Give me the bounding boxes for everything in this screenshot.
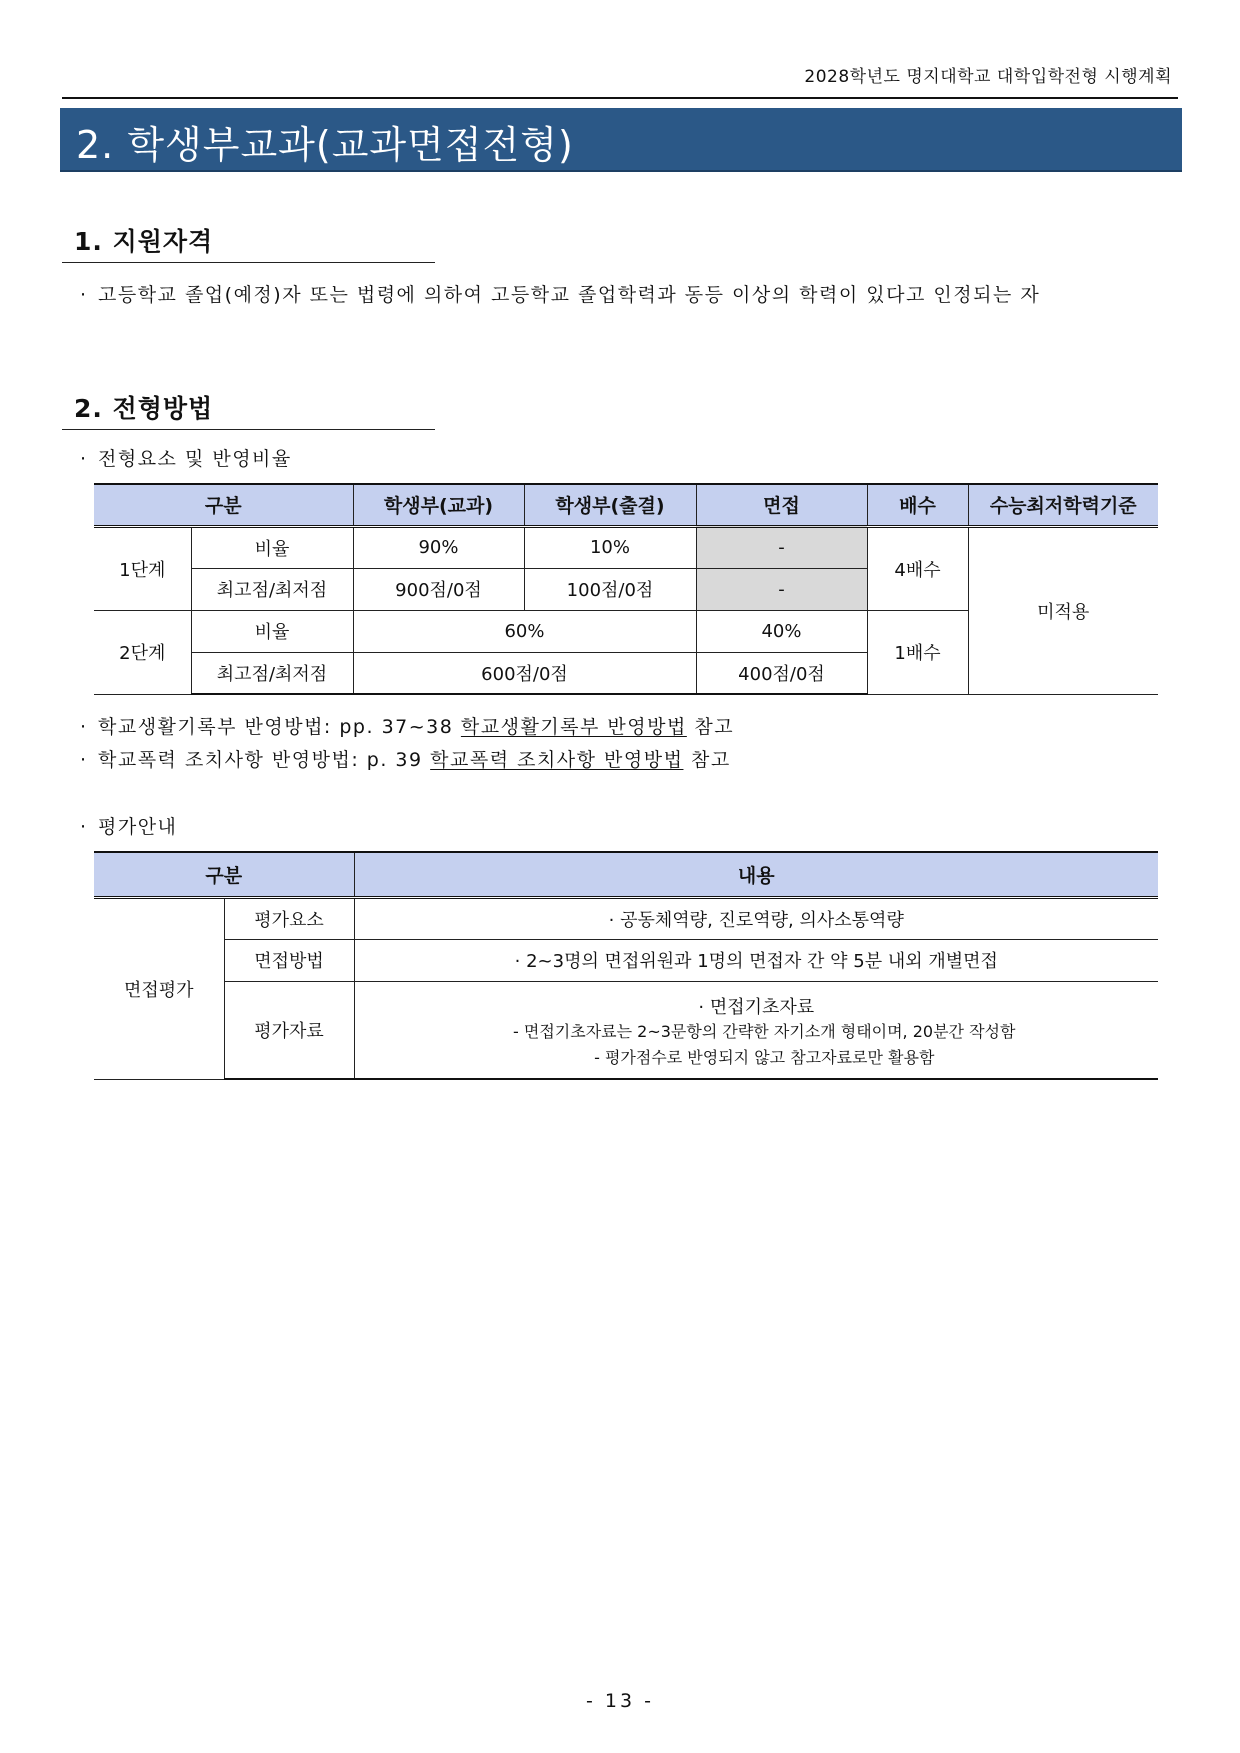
evaluation-guide-table bbox=[94, 851, 1158, 1080]
stage1-score-subject: 900점/0점 bbox=[353, 568, 524, 610]
chapter-banner bbox=[60, 108, 1182, 172]
bullet-icon: · bbox=[698, 996, 705, 1018]
table-header-row bbox=[94, 852, 1158, 897]
materials-heading bbox=[355, 993, 1159, 1019]
header-category: 구분 bbox=[94, 484, 353, 526]
stage1-multiple: 4배수 bbox=[867, 526, 968, 610]
bullet-icon: · bbox=[80, 749, 88, 771]
csat-minimum-value: 미적용 bbox=[968, 526, 1158, 694]
stage1-ratio-interview: - bbox=[696, 526, 867, 568]
score-label: 최고점/최저점 bbox=[191, 568, 353, 610]
interview-method-text: 2~3명의 면접위원과 1명의 면접자 간 약 5분 내외 개별면접 bbox=[526, 951, 998, 972]
evaluation-guide-label bbox=[80, 812, 177, 839]
note-prefix: 학교생활기록부 반영방법: pp. 37~38 bbox=[98, 716, 454, 738]
interview-evaluation-label: 면접평가 bbox=[94, 897, 224, 1079]
materials-heading-text: 면접기초자료 bbox=[709, 996, 815, 1018]
stage2-score-interview: 400점/0점 bbox=[696, 652, 867, 694]
score-label: 최고점/최저점 bbox=[191, 652, 353, 694]
note-prefix: 학교폭력 조치사항 반영방법: p. 39 bbox=[98, 749, 423, 771]
bullet-icon: · bbox=[80, 284, 88, 306]
bullet-icon: · bbox=[608, 909, 615, 931]
header-category: 구분 bbox=[94, 852, 354, 897]
row-content bbox=[354, 939, 1158, 981]
stage2-ratio-record: 60% bbox=[353, 610, 696, 652]
header-record-subject: 학생부(교과) bbox=[353, 484, 524, 526]
ratio-label: 비율 bbox=[191, 610, 353, 652]
row-label: 면접방법 bbox=[224, 939, 354, 981]
stage1-score-attendance: 100점/0점 bbox=[524, 568, 696, 610]
ratio-label: 비율 bbox=[191, 526, 353, 568]
record-reflection-link[interactable]: 학교생활기록부 반영방법 bbox=[460, 716, 687, 738]
bullet-icon: · bbox=[80, 816, 88, 838]
row-content bbox=[354, 981, 1158, 1079]
row-label: 평가자료 bbox=[224, 981, 354, 1079]
running-header: 2028학년도 명지대학교 대학입학전형 시행계획 bbox=[804, 67, 1172, 87]
header-csat-minimum: 수능최저학력기준 bbox=[968, 484, 1158, 526]
evaluation-guide-text: 평가안내 bbox=[98, 816, 178, 838]
table-header-row bbox=[94, 484, 1158, 526]
header-interview: 면접 bbox=[696, 484, 867, 526]
stage2-multiple: 1배수 bbox=[867, 610, 968, 694]
eligibility-text: 고등학교 졸업(예정)자 또는 법령에 의하여 고등학교 졸업학력과 동등 이상의 학력이 있다고 인정되는 자 bbox=[98, 284, 1041, 306]
section-title-selection-method: 2. 전형방법 bbox=[74, 394, 214, 423]
row-label: 평가요소 bbox=[224, 897, 354, 939]
evaluation-elements-text: 공동체역량, 진로역량, 의사소통역량 bbox=[620, 909, 904, 931]
table-row bbox=[94, 897, 1158, 939]
header-multiple: 배수 bbox=[867, 484, 968, 526]
page-number: - 13 - bbox=[586, 1690, 654, 1712]
elements-label-text: 전형요소 및 반영비율 bbox=[98, 448, 292, 470]
table-row bbox=[94, 981, 1158, 1079]
row-content bbox=[354, 897, 1158, 939]
header-record-attendance: 학생부(출결) bbox=[524, 484, 696, 526]
note-suffix: 참고 bbox=[691, 749, 731, 771]
stage1-label: 1단계 bbox=[94, 526, 191, 610]
stage2-ratio-interview: 40% bbox=[696, 610, 867, 652]
violence-measures-note bbox=[80, 745, 731, 772]
eligibility-bullet bbox=[80, 280, 1040, 307]
bullet-icon: · bbox=[80, 716, 88, 738]
section-underline bbox=[62, 429, 435, 430]
section-title-eligibility: 1. 지원자격 bbox=[74, 227, 214, 256]
stage2-score-record: 600점/0점 bbox=[353, 652, 696, 694]
header-content: 내용 bbox=[354, 852, 1158, 897]
materials-sub-item: - 평가점수로 반영되지 않고 참고자료로만 활용함 bbox=[594, 1047, 935, 1067]
materials-sub-item: - 면접기초자료는 2~3문항의 간략한 자기소개 형태이며, 20분간 작성함 bbox=[513, 1021, 1016, 1041]
stage1-ratio-attendance: 10% bbox=[524, 526, 696, 568]
selection-ratio-table bbox=[94, 483, 1158, 695]
elements-label bbox=[80, 444, 292, 471]
bullet-icon: · bbox=[514, 951, 521, 972]
section-underline bbox=[62, 262, 435, 263]
table-row bbox=[94, 939, 1158, 981]
chapter-title: 2. 학생부교과(교과면접전형) bbox=[76, 123, 574, 167]
stage1-score-interview: - bbox=[696, 568, 867, 610]
stage1-ratio-subject: 90% bbox=[353, 526, 524, 568]
note-suffix: 참고 bbox=[694, 716, 735, 738]
table-row bbox=[94, 526, 1158, 568]
stage2-label: 2단계 bbox=[94, 610, 191, 694]
bullet-icon: · bbox=[80, 448, 88, 470]
header-divider bbox=[62, 97, 1178, 99]
record-reflection-note bbox=[80, 712, 734, 739]
violence-measures-link[interactable]: 학교폭력 조치사항 반영방법 bbox=[430, 749, 684, 771]
